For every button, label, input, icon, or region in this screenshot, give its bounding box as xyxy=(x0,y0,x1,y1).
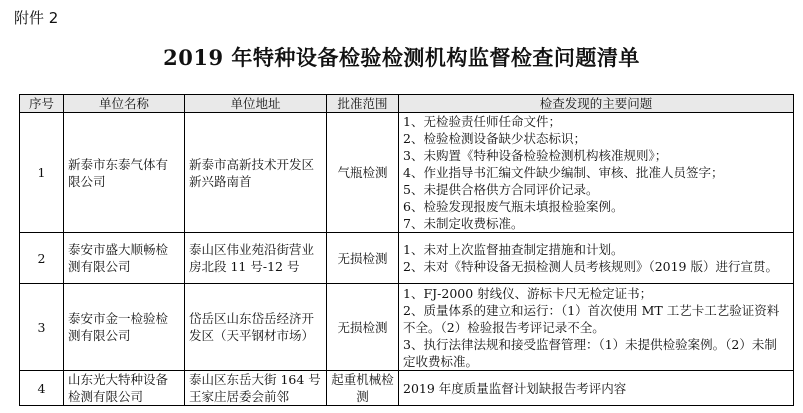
header-seq: 序号 xyxy=(20,95,64,113)
table-row xyxy=(20,113,794,233)
header-main-issues: 检查发现的主要问题 xyxy=(399,95,794,113)
attachment-label: 附件 2 xyxy=(14,9,59,27)
row-issues xyxy=(399,233,794,284)
issue-item: 2、质量体系的建立和运行：（1）首次使用 MT 工艺卡工艺验证资料不全。（2）检验报告考评记录不全。 xyxy=(403,302,780,335)
issue-item: 5、未提供合格供方合同评价记录。 xyxy=(403,182,599,197)
row-unit-address: 新泰市高新技术开发区新兴路南首 xyxy=(185,113,327,233)
row-issues xyxy=(399,284,794,371)
row-unit-address: 岱岳区山东岱岳经济开发区（天平钢材市场） xyxy=(185,284,327,371)
issue-item: 2、未对《特种设备无损检测人员考核规则》（2019 版）进行宣贯。 xyxy=(403,259,778,274)
row-unit-name: 泰安市金一检验检测有限公司 xyxy=(64,284,185,371)
row-unit-address: 泰山区东岳大街 164 号王家庄居委会前邻 xyxy=(185,371,327,406)
row-approved-scope: 起重机械检测 xyxy=(327,371,399,406)
issue-item: 2、检验检测设备缺少状态标识； xyxy=(403,131,586,146)
row-unit-name: 山东光大特种设备检测有限公司 xyxy=(64,371,185,406)
issue-item: 4、作业指导书汇编文件缺少编制、审核、批准人员签字； xyxy=(403,165,724,180)
header-unit-address: 单位地址 xyxy=(185,95,327,113)
row-approved-scope: 气瓶检测 xyxy=(327,113,399,233)
issue-item: 2019 年度质量监督计划缺报告考评内容 xyxy=(403,380,627,396)
row-issues xyxy=(399,113,794,233)
issue-item: 3、未购置《特种设备检验检测机构核准规则》； xyxy=(403,148,668,163)
row-seq: 1 xyxy=(20,113,64,233)
row-unit-name: 泰安市盛大顺畅检测有限公司 xyxy=(64,233,185,284)
row-approved-scope: 无损检测 xyxy=(327,284,399,371)
issue-item: 1、未对上次监督抽查制定措施和计划。 xyxy=(403,242,624,257)
table-row xyxy=(20,284,794,371)
issue-item: 6、检验发现报废气瓶未填报检验案例。 xyxy=(403,199,624,214)
document-title: 2019 年特种设备检验检测机构监督检查问题清单 xyxy=(163,45,640,70)
row-seq: 2 xyxy=(20,233,64,284)
row-issues xyxy=(399,371,794,406)
row-unit-address: 泰山区伟业苑沿街营业房北段 11 号-12 号 xyxy=(185,233,327,284)
row-seq: 4 xyxy=(20,371,64,406)
header-approved-scope: 批准范围 xyxy=(327,95,399,113)
issue-item: 7、未制定收费标准。 xyxy=(403,216,524,231)
table-row xyxy=(20,233,794,284)
issue-item: 1、FJ-2000 射线仪、游标卡尺无检定证书； xyxy=(403,285,653,301)
row-seq: 3 xyxy=(20,284,64,371)
table-header-row xyxy=(20,95,794,113)
row-unit-name: 新泰市东泰气体有限公司 xyxy=(64,113,185,233)
row-approved-scope: 无损检测 xyxy=(327,233,399,284)
table-row xyxy=(20,371,794,406)
issue-item: 1、无检验责任师任命文件； xyxy=(403,114,561,129)
issues-table xyxy=(19,94,794,406)
issue-item: 3、执行法律法规和接受监督管理：（1）未提供检验案例。（2）未制定收费标准。 xyxy=(403,336,777,369)
header-unit-name: 单位名称 xyxy=(64,95,185,113)
